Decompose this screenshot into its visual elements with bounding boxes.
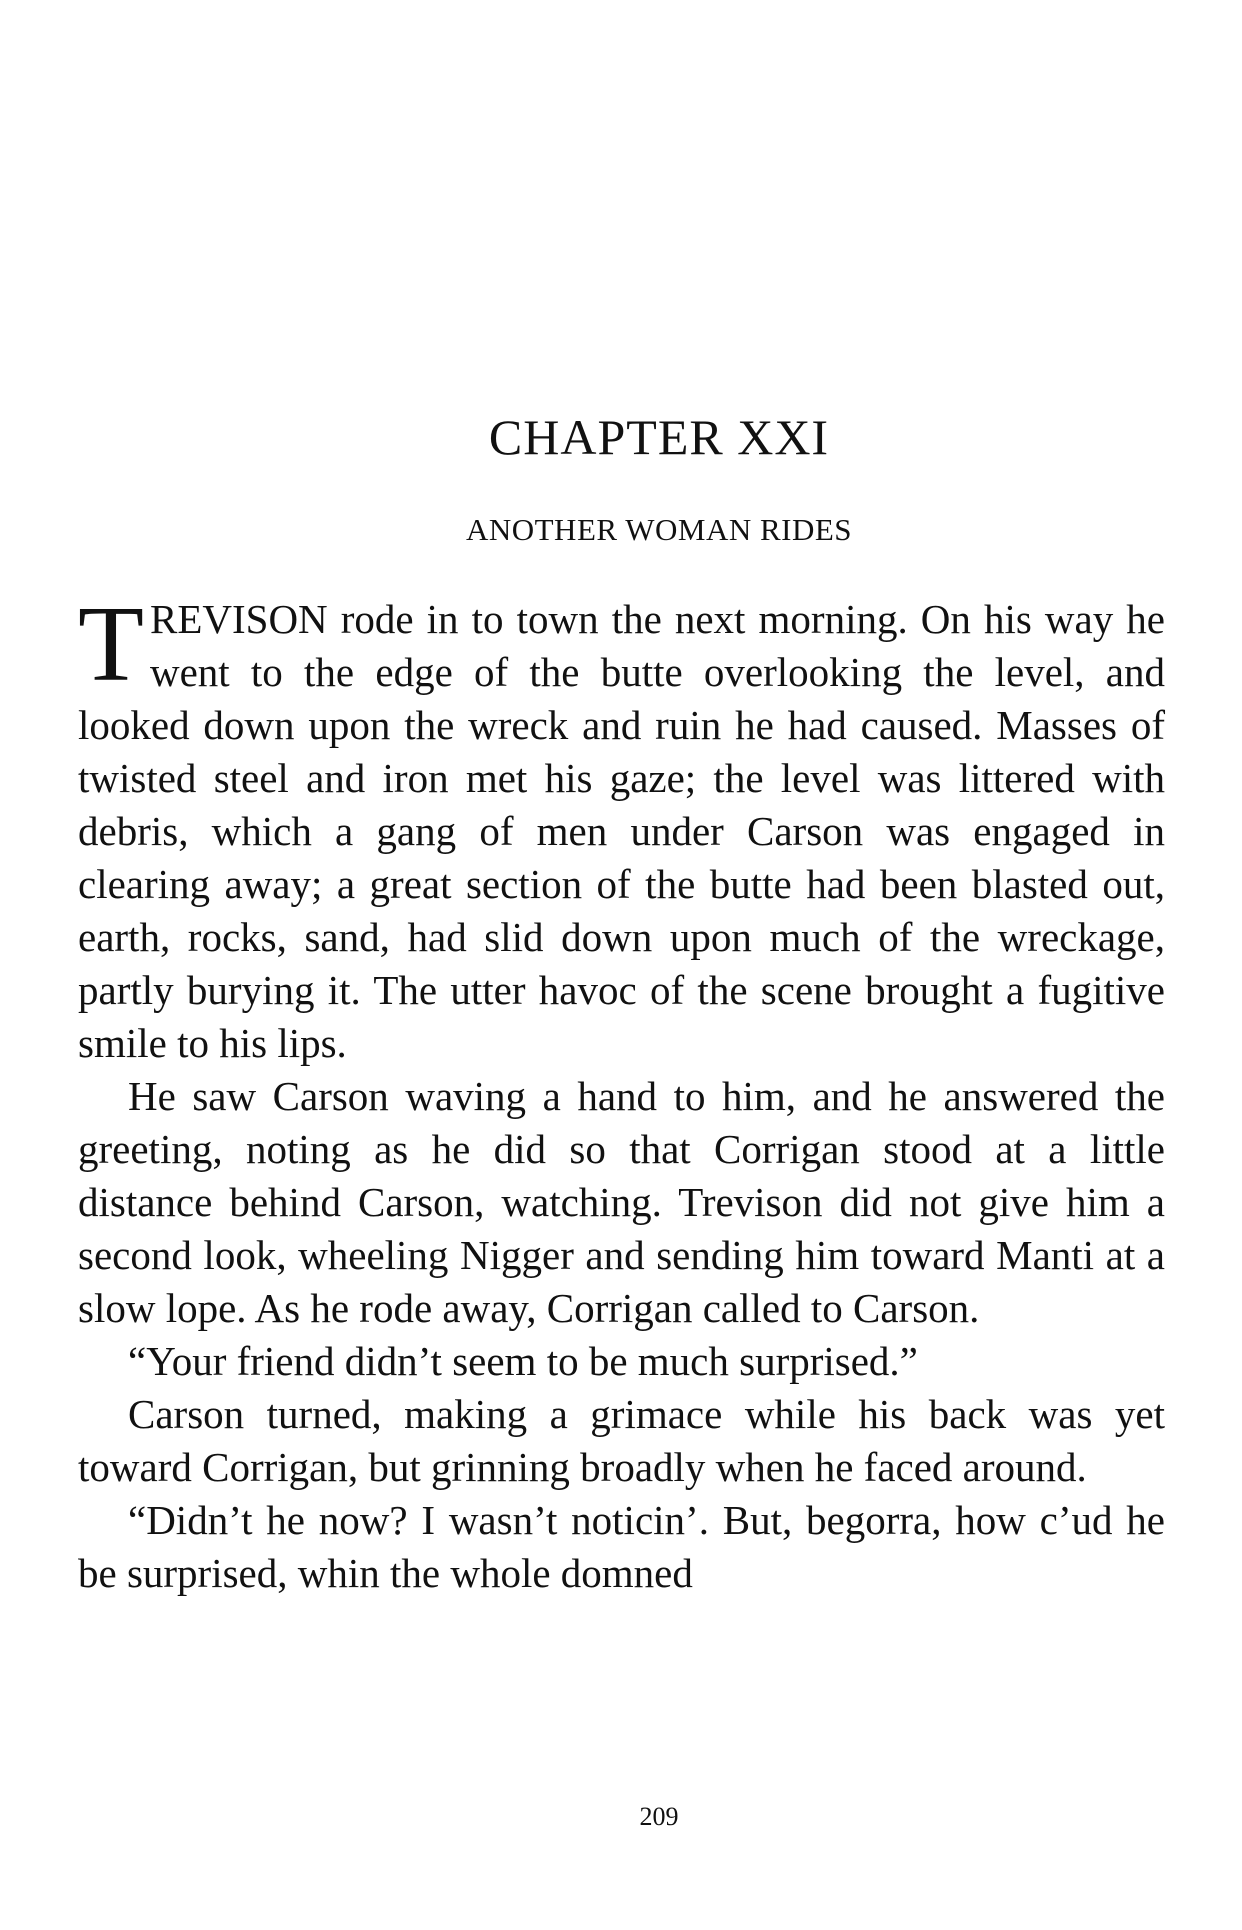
paragraph-1 (78, 585, 1165, 1070)
page-number: 209 (639, 1802, 679, 1831)
paragraph-5: “Didn’t he now? I wasn’t noticin’. But, begorra, how c’ud he be surprised, whin the whole domned (78, 1497, 1165, 1596)
chapter-number: CHAPTER XXI (488, 409, 830, 465)
chapter-title: ANOTHER WOMAN RIDES (465, 512, 853, 547)
paragraph-4: Carson turned, making a grimace while his back was yet toward Corrigan, but grinning broadly when he faced around. (78, 1391, 1165, 1490)
paragraph-2: He saw Carson waving a hand to him, and he answered the greeting, noting as he did so that Corrigan stood at a little distance behind Carson, watching. Trevison did not give him a second look, wheeling Nigger and sending him toward Manti at a slow lope. As he rode away, Corrigan called to Carson. (78, 1073, 1165, 1331)
paragraph-1-text: REVISON rode in to town the next morning. On his way he went to the edge of the butte overlooking the level, and looked down upon the wreck and ruin he had caused. Masses of twisted steel and iron met his gaze; the level was littered with debris, which a gang of men under Carson was engaged in clearing away; a great section of the butte had been blasted out, earth, rocks, sand, had slid down upon much of the wreckage, partly burying it. The utter havoc of the scene brought a fugitive smile to his lips. (78, 596, 1165, 1066)
paragraph-3: “Your friend didn’t seem to be much surprised.” (128, 1338, 918, 1384)
body-text (78, 585, 1165, 1600)
drop-cap: T (78, 585, 144, 704)
